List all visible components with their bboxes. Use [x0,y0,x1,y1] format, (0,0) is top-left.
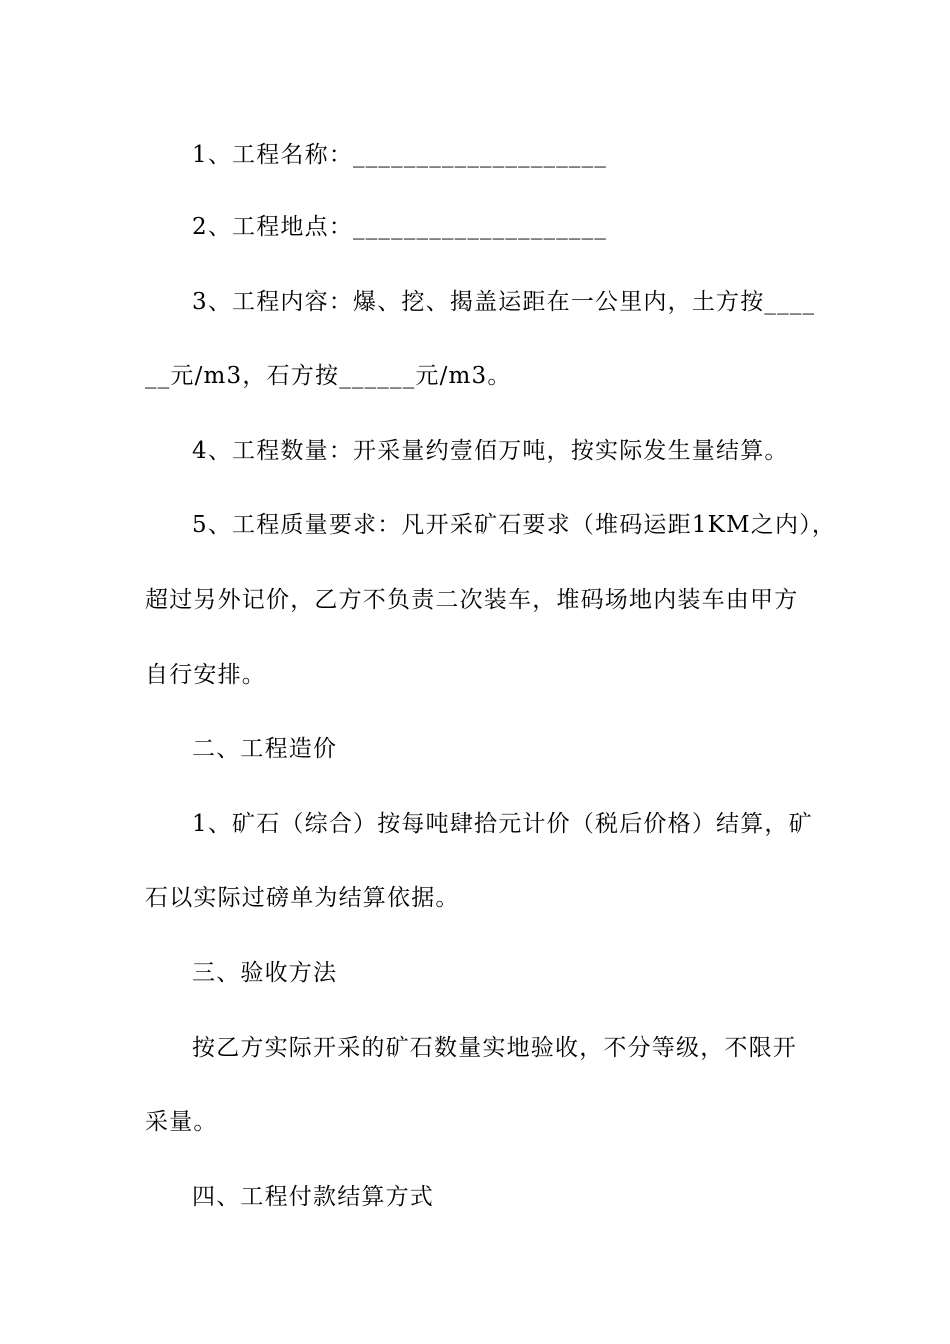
item-project-location: 2、工程地点：____________________ [192,214,608,240]
item-project-name: 1、工程名称：____________________ [192,142,608,168]
item-ore-price: 1、矿石（综合）按每吨肆拾元计价（税后价格）结算，矿 [192,811,813,837]
item-ore-price-cont: 石以实际过磅单为结算依据。 [145,885,460,911]
item-project-quantity: 4、工程数量：开采量约壹佰万吨，按实际发生量结算。 [192,438,789,464]
item-quality-requirement-cont-1: 超过另外记价，乙方不负责二次装车，堆码场地内装车由甲方 [145,587,799,613]
section-heading-acceptance: 三、验收方法 [192,960,338,986]
paragraph-acceptance: 按乙方实际开采的矿石数量实地验收，不分等级，不限开 [192,1035,797,1061]
paragraph-acceptance-cont: 采量。 [145,1109,218,1135]
section-heading-cost: 二、工程造价 [192,736,338,762]
section-heading-payment: 四、工程付款结算方式 [192,1184,434,1210]
item-project-content: 3、工程内容：爆、挖、揭盖运距在一公里内，土方按____ [192,289,816,315]
item-quality-requirement-cont-2: 自行安排。 [145,662,266,688]
item-project-content-cont: __元/m3，石方按______元/m3。 [145,363,512,389]
item-quality-requirement: 5、工程质量要求：凡开采矿石要求（堆码运距1KM之内）， [192,512,837,538]
